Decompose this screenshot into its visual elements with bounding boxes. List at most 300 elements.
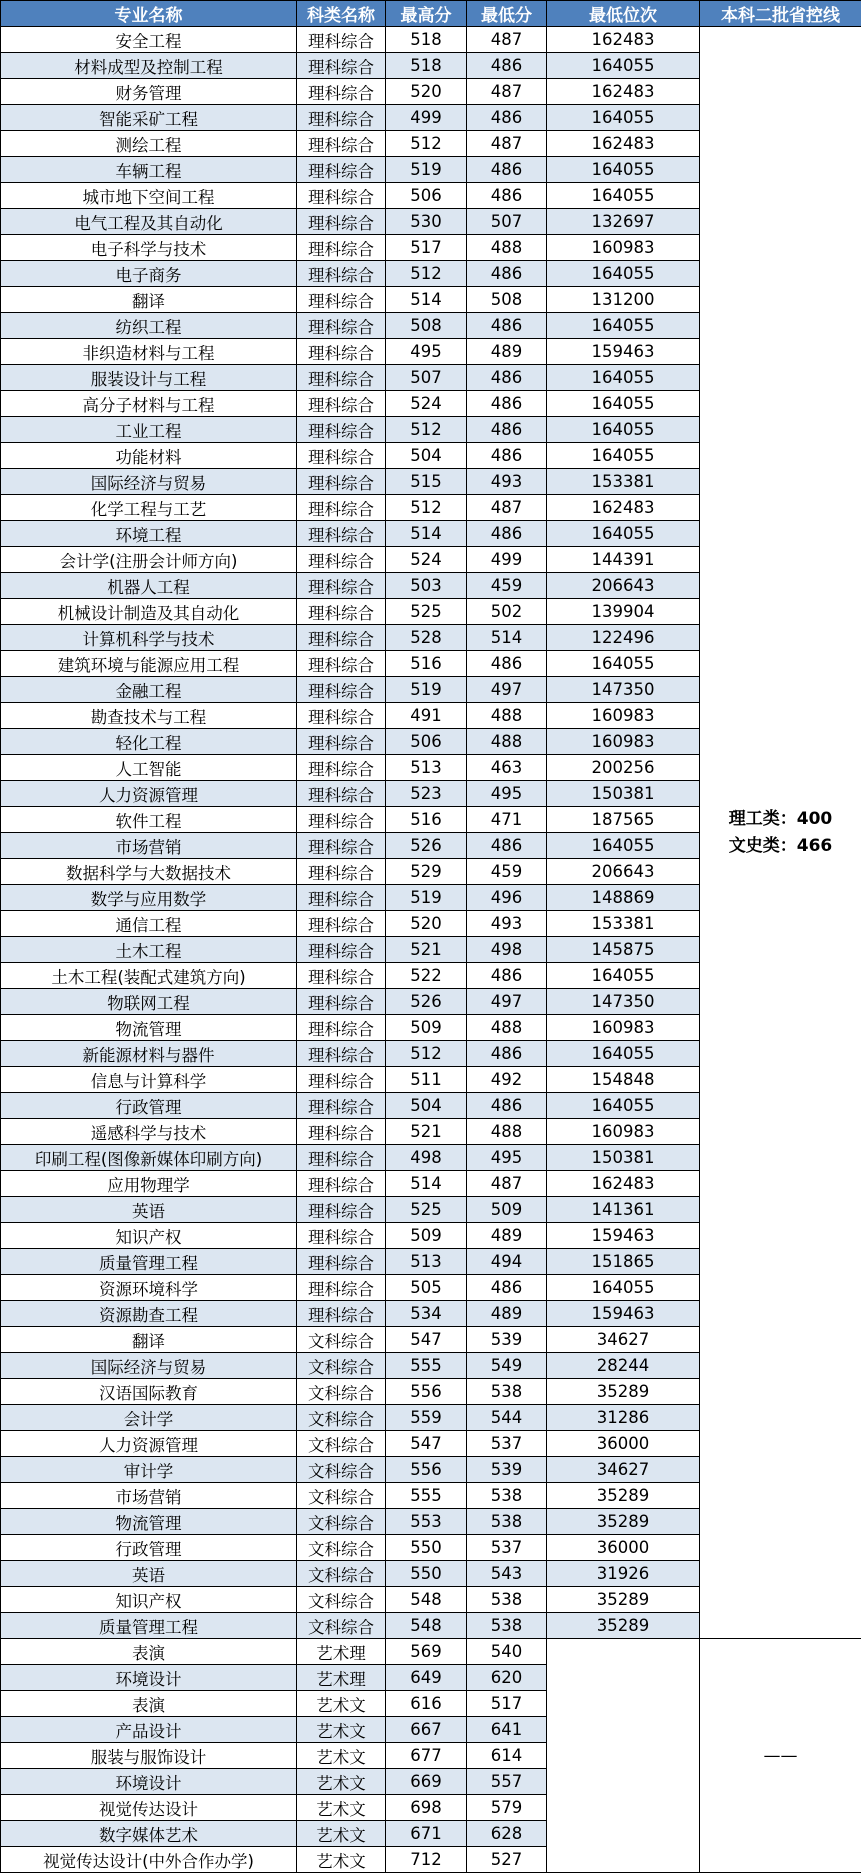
cell-min-score: 489 [467, 1301, 547, 1327]
cell-major: 产品设计 [1, 1717, 297, 1743]
cell-max-score: 548 [386, 1587, 467, 1613]
cell-max-score: 518 [386, 53, 467, 79]
cell-category: 理科综合 [297, 807, 386, 833]
cell-category: 艺术理 [297, 1639, 386, 1665]
cell-min-score: 517 [467, 1691, 547, 1717]
cell-major: 功能材料 [1, 443, 297, 469]
cell-major: 行政管理 [1, 1093, 297, 1119]
cell-category: 文科综合 [297, 1613, 386, 1639]
cell-min-score: 486 [467, 443, 547, 469]
cell-min-rank: 164055 [547, 261, 700, 287]
cell-category: 艺术文 [297, 1717, 386, 1743]
cell-category: 理科综合 [297, 625, 386, 651]
cell-category: 理科综合 [297, 1223, 386, 1249]
cell-min-score: 543 [467, 1561, 547, 1587]
cell-category: 理科综合 [297, 573, 386, 599]
cell-min-rank: 160983 [547, 729, 700, 755]
cell-min-score: 486 [467, 1275, 547, 1301]
cell-category: 理科综合 [297, 833, 386, 859]
cell-max-score: 514 [386, 287, 467, 313]
cell-major: 行政管理 [1, 1535, 297, 1561]
cell-min-rank: 206643 [547, 573, 700, 599]
cell-min-score: 488 [467, 703, 547, 729]
cell-min-score: 486 [467, 365, 547, 391]
cell-min-rank: 206643 [547, 859, 700, 885]
cell-category: 艺术文 [297, 1795, 386, 1821]
cell-min-score: 486 [467, 391, 547, 417]
cell-min-rank: 164055 [547, 365, 700, 391]
cell-major: 轻化工程 [1, 729, 297, 755]
cell-min-rank: 164055 [547, 53, 700, 79]
cell-major: 市场营销 [1, 833, 297, 859]
cell-min-score: 486 [467, 53, 547, 79]
cell-category: 理科综合 [297, 235, 386, 261]
header-min-rank: 最低位次 [547, 1, 700, 27]
cell-major: 环境设计 [1, 1769, 297, 1795]
cell-min-score: 641 [467, 1717, 547, 1743]
cell-major: 土木工程 [1, 937, 297, 963]
cell-category: 理科综合 [297, 937, 386, 963]
cell-min-rank: 31926 [547, 1561, 700, 1587]
cell-category: 理科综合 [297, 859, 386, 885]
cell-max-score: 508 [386, 313, 467, 339]
cell-min-rank: 36000 [547, 1431, 700, 1457]
cell-major: 国际经济与贸易 [1, 1353, 297, 1379]
cell-min-score: 539 [467, 1327, 547, 1353]
cell-min-rank: 164055 [547, 1093, 700, 1119]
cell-min-score: 488 [467, 235, 547, 261]
cell-major: 印刷工程(图像新媒体印刷方向) [1, 1145, 297, 1171]
header-major: 专业名称 [1, 1, 297, 27]
control-line-science: 理工类：400 [700, 806, 861, 833]
cell-min-score: 494 [467, 1249, 547, 1275]
cell-max-score: 512 [386, 131, 467, 157]
cell-min-rank: 151865 [547, 1249, 700, 1275]
cell-min-score: 489 [467, 339, 547, 365]
cell-category: 理科综合 [297, 287, 386, 313]
cell-category: 理科综合 [297, 365, 386, 391]
cell-major: 信息与计算科学 [1, 1067, 297, 1093]
cell-max-score: 517 [386, 235, 467, 261]
cell-max-score: 513 [386, 755, 467, 781]
cell-min-rank: 28244 [547, 1353, 700, 1379]
cell-category: 理科综合 [297, 755, 386, 781]
cell-major: 国际经济与贸易 [1, 469, 297, 495]
cell-min-rank: 153381 [547, 911, 700, 937]
cell-major: 人力资源管理 [1, 1431, 297, 1457]
cell-major: 知识产权 [1, 1223, 297, 1249]
cell-major: 表演 [1, 1639, 297, 1665]
cell-min-score: 459 [467, 573, 547, 599]
cell-min-score: 486 [467, 183, 547, 209]
cell-min-score: 497 [467, 677, 547, 703]
cell-min-rank: 160983 [547, 1015, 700, 1041]
cell-major: 人力资源管理 [1, 781, 297, 807]
cell-major: 服装设计与工程 [1, 365, 297, 391]
cell-major: 电子科学与技术 [1, 235, 297, 261]
cell-min-score: 557 [467, 1769, 547, 1795]
cell-min-rank: 131200 [547, 287, 700, 313]
cell-min-score: 538 [467, 1509, 547, 1535]
cell-max-score: 513 [386, 1249, 467, 1275]
cell-max-score: 518 [386, 27, 467, 53]
cell-major: 表演 [1, 1691, 297, 1717]
cell-category: 理科综合 [297, 261, 386, 287]
cell-min-rank: 148869 [547, 885, 700, 911]
cell-major: 质量管理工程 [1, 1613, 297, 1639]
cell-max-score: 511 [386, 1067, 467, 1093]
cell-min-rank: 159463 [547, 1301, 700, 1327]
cell-major: 英语 [1, 1197, 297, 1223]
cell-max-score: 524 [386, 391, 467, 417]
cell-min-rank: 36000 [547, 1535, 700, 1561]
cell-category: 理科综合 [297, 989, 386, 1015]
cell-min-score: 471 [467, 807, 547, 833]
cell-min-rank: 145875 [547, 937, 700, 963]
cell-category: 艺术理 [297, 1665, 386, 1691]
cell-major: 纺织工程 [1, 313, 297, 339]
cell-major: 资源勘查工程 [1, 1301, 297, 1327]
cell-min-score: 487 [467, 79, 547, 105]
cell-max-score: 553 [386, 1509, 467, 1535]
cell-major: 审计学 [1, 1457, 297, 1483]
cell-category: 文科综合 [297, 1561, 386, 1587]
cell-major: 物流管理 [1, 1015, 297, 1041]
cell-min-score: 614 [467, 1743, 547, 1769]
cell-category: 理科综合 [297, 781, 386, 807]
cell-min-score: 538 [467, 1379, 547, 1405]
cell-category: 艺术文 [297, 1691, 386, 1717]
cell-category: 理科综合 [297, 209, 386, 235]
cell-major: 数字媒体艺术 [1, 1821, 297, 1847]
cell-category: 文科综合 [297, 1353, 386, 1379]
cell-max-score: 669 [386, 1769, 467, 1795]
cell-max-score: 698 [386, 1795, 467, 1821]
cell-major: 汉语国际教育 [1, 1379, 297, 1405]
cell-min-rank: 159463 [547, 339, 700, 365]
cell-min-score: 527 [467, 1847, 547, 1873]
cell-category: 理科综合 [297, 599, 386, 625]
cell-max-score: 555 [386, 1353, 467, 1379]
cell-category: 理科综合 [297, 651, 386, 677]
cell-min-rank: 153381 [547, 469, 700, 495]
cell-max-score: 519 [386, 885, 467, 911]
cell-major: 知识产权 [1, 1587, 297, 1613]
cell-max-score: 555 [386, 1483, 467, 1509]
cell-category: 理科综合 [297, 1093, 386, 1119]
cell-max-score: 534 [386, 1301, 467, 1327]
cell-max-score: 556 [386, 1457, 467, 1483]
cell-max-score: 519 [386, 677, 467, 703]
cell-category: 文科综合 [297, 1509, 386, 1535]
cell-min-rank: 144391 [547, 547, 700, 573]
cell-max-score: 506 [386, 183, 467, 209]
cell-min-score: 579 [467, 1795, 547, 1821]
cell-min-rank: 164055 [547, 963, 700, 989]
cell-major: 新能源材料与器件 [1, 1041, 297, 1067]
cell-max-score: 512 [386, 261, 467, 287]
cell-major: 金融工程 [1, 677, 297, 703]
cell-min-rank: 147350 [547, 989, 700, 1015]
cell-min-score: 495 [467, 781, 547, 807]
cell-major: 物流管理 [1, 1509, 297, 1535]
control-line-liberal-arts: 文史类：466 [700, 833, 861, 860]
cell-min-rank: 162483 [547, 1171, 700, 1197]
cell-min-rank: 164055 [547, 443, 700, 469]
cell-min-score: 549 [467, 1353, 547, 1379]
cell-max-score: 499 [386, 105, 467, 131]
cell-max-score: 509 [386, 1015, 467, 1041]
cell-category: 理科综合 [297, 391, 386, 417]
cell-major: 通信工程 [1, 911, 297, 937]
cell-min-score: 463 [467, 755, 547, 781]
cell-min-rank: 162483 [547, 79, 700, 105]
cell-max-score: 498 [386, 1145, 467, 1171]
cell-max-score: 505 [386, 1275, 467, 1301]
cell-category: 理科综合 [297, 1015, 386, 1041]
cell-category: 理科综合 [297, 677, 386, 703]
cell-major: 会计学 [1, 1405, 297, 1431]
cell-min-rank: 139904 [547, 599, 700, 625]
cell-category: 艺术文 [297, 1743, 386, 1769]
cell-min-rank: 35289 [547, 1379, 700, 1405]
cell-max-score: 559 [386, 1405, 467, 1431]
cell-major: 数学与应用数学 [1, 885, 297, 911]
cell-category: 理科综合 [297, 729, 386, 755]
cell-max-score: 524 [386, 547, 467, 573]
cell-category: 理科综合 [297, 1041, 386, 1067]
cell-min-rank: 162483 [547, 27, 700, 53]
cell-min-score: 488 [467, 729, 547, 755]
cell-max-score: 507 [386, 365, 467, 391]
cell-max-score: 667 [386, 1717, 467, 1743]
cell-category: 理科综合 [297, 417, 386, 443]
cell-category: 理科综合 [297, 911, 386, 937]
cell-min-rank: 160983 [547, 1119, 700, 1145]
cell-min-rank: 150381 [547, 781, 700, 807]
header-control-line: 本科二批省控线 [700, 1, 861, 27]
cell-min-rank: 164055 [547, 833, 700, 859]
cell-min-rank: 35289 [547, 1587, 700, 1613]
cell-min-score: 538 [467, 1613, 547, 1639]
cell-major: 软件工程 [1, 807, 297, 833]
cell-category: 理科综合 [297, 1301, 386, 1327]
cell-major: 资源环境科学 [1, 1275, 297, 1301]
cell-min-rank: 35289 [547, 1613, 700, 1639]
cell-max-score: 547 [386, 1431, 467, 1457]
cell-min-rank: 164055 [547, 651, 700, 677]
cell-max-score: 671 [386, 1821, 467, 1847]
cell-max-score: 556 [386, 1379, 467, 1405]
cell-max-score: 512 [386, 495, 467, 521]
cell-min-score: 544 [467, 1405, 547, 1431]
cell-major: 遥感科学与技术 [1, 1119, 297, 1145]
cell-major: 城市地下空间工程 [1, 183, 297, 209]
cell-min-score: 488 [467, 1119, 547, 1145]
cell-min-score: 489 [467, 1223, 547, 1249]
cell-major: 市场营销 [1, 1483, 297, 1509]
cell-major: 英语 [1, 1561, 297, 1587]
cell-max-score: 616 [386, 1691, 467, 1717]
cell-major: 土木工程(装配式建筑方向) [1, 963, 297, 989]
cell-min-score: 537 [467, 1431, 547, 1457]
cell-major: 应用物理学 [1, 1171, 297, 1197]
cell-major: 数据科学与大数据技术 [1, 859, 297, 885]
cell-category: 理科综合 [297, 1171, 386, 1197]
cell-category: 艺术文 [297, 1847, 386, 1873]
cell-max-score: 520 [386, 911, 467, 937]
cell-category: 理科综合 [297, 183, 386, 209]
cell-category: 理科综合 [297, 703, 386, 729]
cell-min-score: 486 [467, 417, 547, 443]
cell-category: 文科综合 [297, 1431, 386, 1457]
cell-min-rank: 164055 [547, 1041, 700, 1067]
cell-major: 电子商务 [1, 261, 297, 287]
cell-max-score: 515 [386, 469, 467, 495]
cell-min-rank: 147350 [547, 677, 700, 703]
cell-min-score: 514 [467, 625, 547, 651]
cell-category: 理科综合 [297, 1067, 386, 1093]
cell-major: 视觉传达设计(中外合作办学) [1, 1847, 297, 1873]
cell-max-score: 491 [386, 703, 467, 729]
cell-max-score: 712 [386, 1847, 467, 1873]
cell-category: 理科综合 [297, 313, 386, 339]
cell-max-score: 526 [386, 989, 467, 1015]
cell-major: 环境工程 [1, 521, 297, 547]
cell-min-score: 486 [467, 1093, 547, 1119]
cell-category: 理科综合 [297, 495, 386, 521]
cell-category: 文科综合 [297, 1379, 386, 1405]
cell-major: 机器人工程 [1, 573, 297, 599]
cell-min-score: 495 [467, 1145, 547, 1171]
cell-major: 人工智能 [1, 755, 297, 781]
cell-category: 文科综合 [297, 1457, 386, 1483]
cell-category: 文科综合 [297, 1587, 386, 1613]
control-line-cell [700, 27, 861, 1639]
cell-category: 理科综合 [297, 469, 386, 495]
cell-min-rank: 154848 [547, 1067, 700, 1093]
cell-min-score: 486 [467, 105, 547, 131]
cell-category: 理科综合 [297, 131, 386, 157]
cell-category: 理科综合 [297, 885, 386, 911]
cell-min-rank: 162483 [547, 495, 700, 521]
cell-min-rank: 164055 [547, 521, 700, 547]
cell-major: 非织造材料与工程 [1, 339, 297, 365]
cell-min-score: 486 [467, 1041, 547, 1067]
cell-min-rank: 164055 [547, 1275, 700, 1301]
cell-min-rank: 141361 [547, 1197, 700, 1223]
cell-major: 环境设计 [1, 1665, 297, 1691]
cell-min-score: 486 [467, 261, 547, 287]
cell-min-score: 537 [467, 1535, 547, 1561]
art-control-line-cell: —— [700, 1639, 861, 1873]
cell-max-score: 520 [386, 79, 467, 105]
cell-min-score: 628 [467, 1821, 547, 1847]
cell-min-score: 486 [467, 313, 547, 339]
cell-min-rank: 164055 [547, 313, 700, 339]
cell-min-score: 507 [467, 209, 547, 235]
cell-min-score: 538 [467, 1587, 547, 1613]
cell-major: 会计学(注册会计师方向) [1, 547, 297, 573]
cell-major: 安全工程 [1, 27, 297, 53]
cell-max-score: 514 [386, 1171, 467, 1197]
cell-max-score: 506 [386, 729, 467, 755]
table-row [1, 1639, 861, 1665]
cell-max-score: 503 [386, 573, 467, 599]
cell-major: 智能采矿工程 [1, 105, 297, 131]
cell-major: 计算机科学与技术 [1, 625, 297, 651]
cell-max-score: 495 [386, 339, 467, 365]
cell-min-rank: 35289 [547, 1509, 700, 1535]
cell-category: 艺术文 [297, 1821, 386, 1847]
cell-max-score: 569 [386, 1639, 467, 1665]
cell-min-score: 538 [467, 1483, 547, 1509]
cell-min-rank: 162483 [547, 131, 700, 157]
cell-min-score: 497 [467, 989, 547, 1015]
cell-major: 建筑环境与能源应用工程 [1, 651, 297, 677]
cell-category: 理科综合 [297, 1197, 386, 1223]
cell-major: 电气工程及其自动化 [1, 209, 297, 235]
cell-min-score: 488 [467, 1015, 547, 1041]
cell-major: 财务管理 [1, 79, 297, 105]
cell-max-score: 523 [386, 781, 467, 807]
cell-major: 工业工程 [1, 417, 297, 443]
cell-min-score: 486 [467, 651, 547, 677]
cell-min-score: 539 [467, 1457, 547, 1483]
cell-major: 车辆工程 [1, 157, 297, 183]
cell-category: 文科综合 [297, 1405, 386, 1431]
cell-major: 机械设计制造及其自动化 [1, 599, 297, 625]
cell-category: 文科综合 [297, 1483, 386, 1509]
cell-major: 质量管理工程 [1, 1249, 297, 1275]
cell-min-rank: 34627 [547, 1327, 700, 1353]
cell-category: 理科综合 [297, 105, 386, 131]
cell-min-score: 509 [467, 1197, 547, 1223]
cell-major: 化学工程与工艺 [1, 495, 297, 521]
cell-max-score: 512 [386, 1041, 467, 1067]
cell-major: 服装与服饰设计 [1, 1743, 297, 1769]
cell-min-score: 487 [467, 27, 547, 53]
cell-min-score: 508 [467, 287, 547, 313]
cell-max-score: 525 [386, 1197, 467, 1223]
cell-min-score: 496 [467, 885, 547, 911]
cell-max-score: 529 [386, 859, 467, 885]
cell-max-score: 516 [386, 651, 467, 677]
cell-category: 文科综合 [297, 1327, 386, 1353]
cell-category: 理科综合 [297, 1275, 386, 1301]
cell-major: 视觉传达设计 [1, 1795, 297, 1821]
cell-min-score: 486 [467, 833, 547, 859]
cell-max-score: 649 [386, 1665, 467, 1691]
cell-max-score: 677 [386, 1743, 467, 1769]
cell-max-score: 550 [386, 1535, 467, 1561]
cell-min-rank: 31286 [547, 1405, 700, 1431]
cell-max-score: 514 [386, 521, 467, 547]
cell-category: 理科综合 [297, 443, 386, 469]
cell-min-rank: 164055 [547, 391, 700, 417]
header-min-score: 最低分 [467, 1, 547, 27]
cell-min-score: 493 [467, 911, 547, 937]
cell-max-score: 504 [386, 443, 467, 469]
cell-min-rank: 34627 [547, 1457, 700, 1483]
cell-min-rank: 164055 [547, 183, 700, 209]
cell-min-rank: 200256 [547, 755, 700, 781]
cell-min-score: 486 [467, 157, 547, 183]
cell-min-rank: 150381 [547, 1145, 700, 1171]
cell-max-score: 528 [386, 625, 467, 651]
table-body [1, 27, 861, 1873]
cell-min-rank: 164055 [547, 157, 700, 183]
